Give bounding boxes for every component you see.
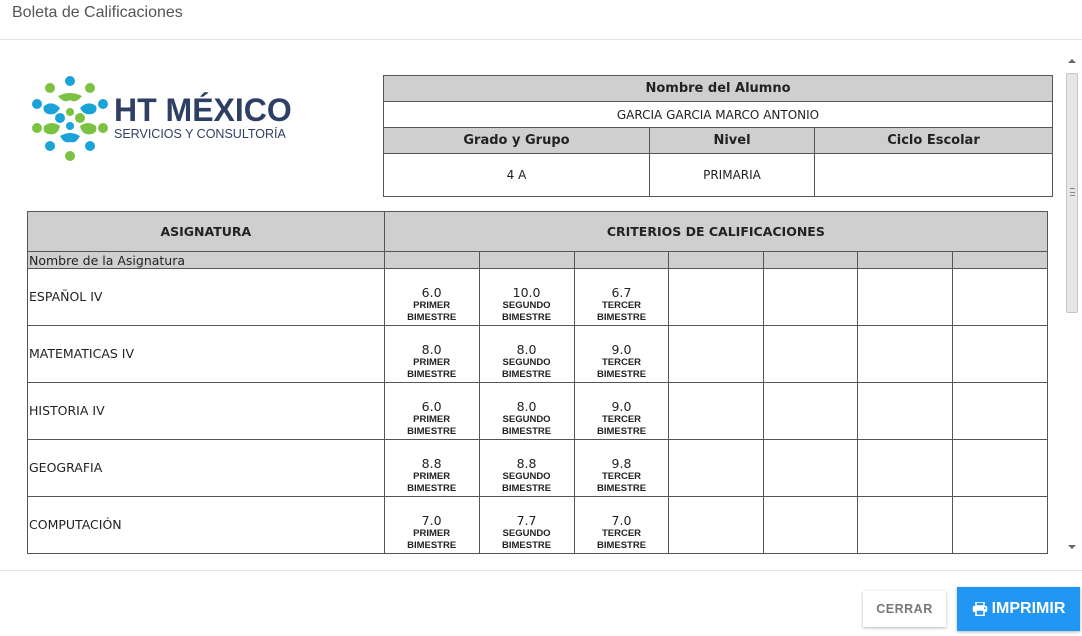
close-button[interactable]: CERRAR — [863, 591, 946, 627]
printer-icon — [972, 602, 988, 616]
grade-cell — [384, 440, 479, 497]
level-value: PRIMARIA — [650, 154, 815, 197]
grade-group-value: 4 A — [384, 154, 650, 197]
grade-value: 9.0 — [611, 399, 632, 414]
empty-grade-cell — [953, 440, 1048, 497]
subject-header: ASIGNATURA — [28, 212, 385, 252]
period-label: SEGUNDO — [502, 357, 551, 368]
subject-name: ESPAÑOL IV — [28, 269, 385, 326]
grade-cell — [574, 383, 669, 440]
grade-value: 7.0 — [421, 513, 442, 528]
period-label: BIMESTRE — [407, 312, 457, 323]
criteria-subheader-cell — [764, 252, 858, 269]
grade-value: 8.0 — [516, 342, 537, 357]
period-label: PRIMER — [413, 300, 451, 311]
grade-value: 8.0 — [516, 399, 537, 414]
empty-grade-cell — [858, 269, 953, 326]
period-label: BIMESTRE — [596, 426, 647, 437]
empty-grade-cell — [764, 383, 858, 440]
subject-column-title: Nombre de la Asignatura — [28, 252, 385, 269]
scroll-down-arrow-icon[interactable] — [1068, 545, 1076, 549]
grade-value: 8.0 — [421, 342, 442, 357]
subject-name: HISTORIA IV — [28, 383, 385, 440]
period-label: BIMESTRE — [596, 483, 647, 494]
grade-cell — [384, 326, 479, 383]
subject-name: GEOGRAFIA — [28, 440, 385, 497]
period-label: TERCER — [601, 300, 642, 311]
modal-title: Boleta de Calificaciones — [12, 4, 183, 21]
period-label: BIMESTRE — [407, 483, 457, 494]
empty-grade-cell — [953, 497, 1048, 554]
print-button[interactable] — [957, 587, 1080, 631]
student-info-table — [383, 75, 1053, 197]
grade-cell — [574, 497, 669, 554]
period-label: PRIMER — [413, 528, 451, 539]
grade-cell — [574, 269, 669, 326]
grade-value: 8.8 — [421, 456, 442, 471]
table-row — [28, 383, 1048, 440]
period-label: SEGUNDO — [502, 414, 551, 425]
period-label: SEGUNDO — [502, 528, 551, 539]
period-label: BIMESTRE — [596, 369, 647, 380]
scroll-grip-icon — [1070, 188, 1075, 196]
logo-mark-icon — [30, 76, 110, 162]
empty-grade-cell — [858, 440, 953, 497]
grade-value: 9.8 — [611, 456, 632, 471]
grade-value: 6.7 — [611, 285, 632, 300]
empty-grade-cell — [669, 269, 764, 326]
table-row — [28, 326, 1048, 383]
grade-value: 9.0 — [611, 342, 632, 357]
print-button-label: IMPRIMIR — [991, 600, 1066, 617]
period-label: SEGUNDO — [502, 471, 551, 482]
grade-value: 8.8 — [516, 456, 537, 471]
period-label: BIMESTRE — [596, 312, 647, 323]
grade-group-header: Grado y Grupo — [384, 128, 650, 154]
criteria-header: CRITERIOS DE CALIFICACIONES — [384, 212, 1047, 252]
grade-value: 7.0 — [611, 513, 632, 528]
period-label: TERCER — [601, 414, 642, 425]
report-card-body — [0, 56, 1082, 554]
period-label: BIMESTRE — [502, 483, 552, 494]
logo-sub-text: SERVICIOS Y CONSULTORÍA — [114, 127, 286, 141]
grade-cell — [384, 383, 479, 440]
student-name-header: Nombre del Alumno — [384, 76, 1053, 102]
grade-cell — [479, 440, 574, 497]
grades-table — [27, 211, 1048, 554]
empty-grade-cell — [669, 440, 764, 497]
grade-cell — [574, 440, 669, 497]
subject-name: MATEMATICAS IV — [28, 326, 385, 383]
period-label: TERCER — [601, 528, 642, 539]
grade-cell — [479, 326, 574, 383]
empty-grade-cell — [953, 383, 1048, 440]
empty-grade-cell — [764, 440, 858, 497]
criteria-subheader-cell — [953, 252, 1048, 269]
period-label: TERCER — [601, 357, 642, 368]
grade-value: 10.0 — [512, 285, 541, 300]
criteria-subheader-cell — [669, 252, 764, 269]
period-label: PRIMER — [413, 471, 451, 482]
empty-grade-cell — [764, 326, 858, 383]
student-name-value: GARCIA GARCIA MARCO ANTONIO — [384, 102, 1053, 128]
company-logo — [30, 76, 302, 162]
grade-cell — [479, 269, 574, 326]
period-label: BIMESTRE — [407, 369, 457, 380]
period-label: BIMESTRE — [407, 426, 457, 437]
school-year-value — [815, 154, 1053, 197]
grade-value: 6.0 — [421, 285, 442, 300]
modal-header — [0, 0, 1082, 40]
criteria-subheader-cell — [574, 252, 669, 269]
empty-grade-cell — [858, 497, 953, 554]
grade-cell — [384, 269, 479, 326]
grade-value: 6.0 — [421, 399, 442, 414]
scroll-thumb[interactable] — [1066, 73, 1078, 313]
empty-grade-cell — [858, 383, 953, 440]
period-label: BIMESTRE — [502, 369, 552, 380]
empty-grade-cell — [669, 383, 764, 440]
grade-value: 7.7 — [516, 513, 537, 528]
modal-footer — [0, 570, 1082, 636]
school-year-header: Ciclo Escolar — [815, 128, 1053, 154]
logo-main-text: HT MÉXICO — [114, 92, 292, 128]
period-label: BIMESTRE — [407, 540, 457, 551]
table-row — [28, 269, 1048, 326]
level-header: Nivel — [650, 128, 815, 154]
criteria-subheader-cell — [384, 252, 479, 269]
period-label: BIMESTRE — [502, 540, 552, 551]
period-label: BIMESTRE — [596, 540, 647, 551]
criteria-subheader-cell — [479, 252, 574, 269]
grade-cell — [479, 497, 574, 554]
subject-name: COMPUTACIÓN — [28, 497, 385, 554]
empty-grade-cell — [669, 326, 764, 383]
period-label: PRIMER — [413, 414, 451, 425]
grade-cell — [574, 326, 669, 383]
empty-grade-cell — [953, 326, 1048, 383]
empty-grade-cell — [953, 269, 1048, 326]
criteria-subheader-cell — [858, 252, 953, 269]
period-label: BIMESTRE — [502, 426, 552, 437]
empty-grade-cell — [669, 497, 764, 554]
table-row — [28, 440, 1048, 497]
period-label: PRIMER — [413, 357, 451, 368]
scroll-up-arrow-icon[interactable] — [1068, 59, 1076, 63]
period-label: BIMESTRE — [502, 312, 552, 323]
empty-grade-cell — [858, 326, 953, 383]
vertical-scrollbar[interactable] — [1064, 57, 1080, 553]
empty-grade-cell — [764, 269, 858, 326]
period-label: TERCER — [601, 471, 642, 482]
period-label: SEGUNDO — [502, 300, 551, 311]
grade-cell — [479, 383, 574, 440]
empty-grade-cell — [764, 497, 858, 554]
table-row — [28, 497, 1048, 554]
grade-cell — [384, 497, 479, 554]
